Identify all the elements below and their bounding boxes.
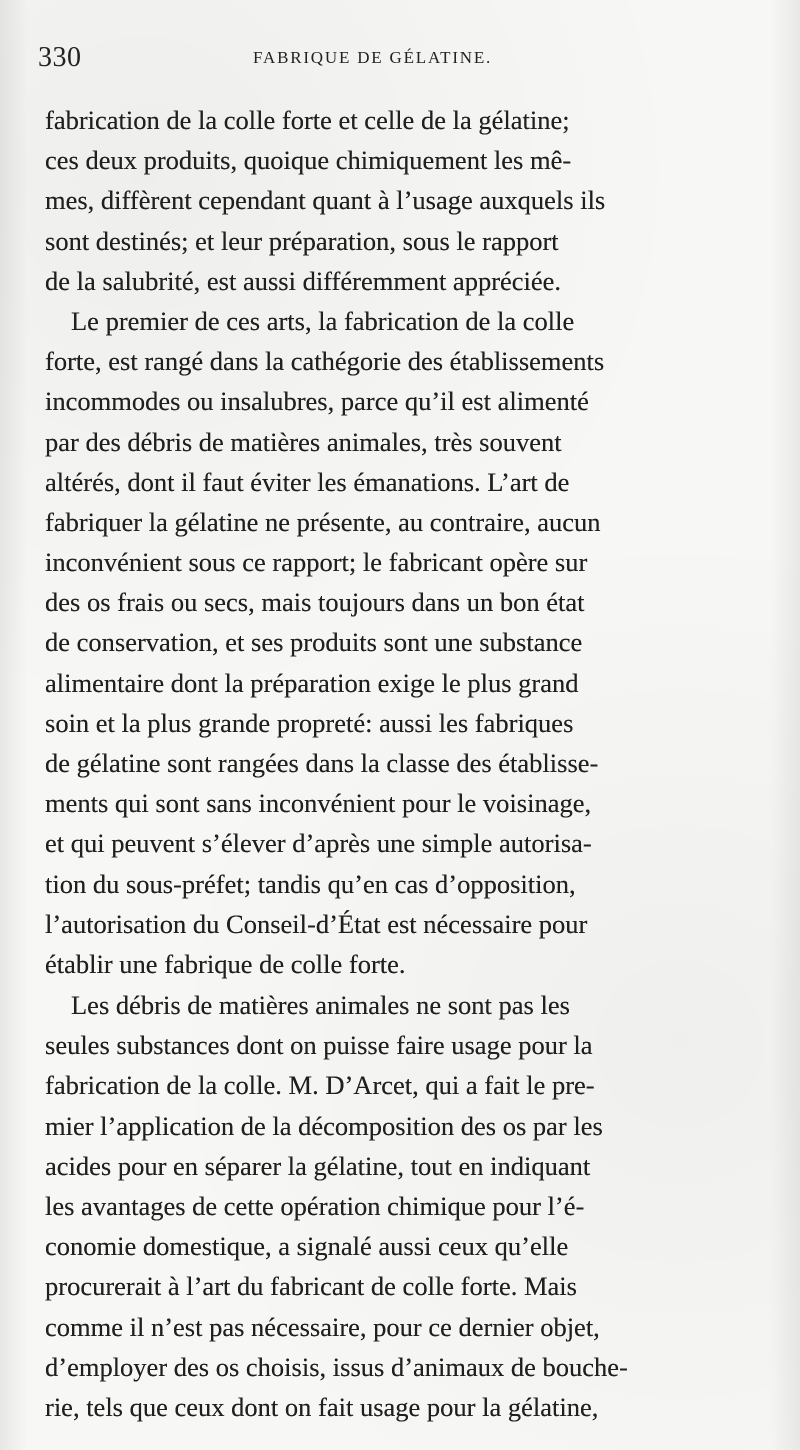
text-block-top (45, 100, 757, 984)
text-line: mes, diffèrent cependant quant à l’usage auxquels ils (45, 185, 606, 216)
text-line: sont destinés; et leur préparation, sous le rapport (45, 225, 559, 256)
text-line: rie, tels que ceux dont on fait usage pour la gélatine, (45, 1391, 599, 1422)
text-line: les avantages de cette opération chimique pour l’é- (45, 1190, 585, 1221)
text-line: l’autorisation du Conseil-d’État est nécessaire pour (45, 908, 588, 939)
page-header (38, 42, 760, 78)
text-line: fabrication de la colle forte et celle de la gélatine; (45, 105, 570, 135)
text-line: fabriquer la gélatine ne présente, au contraire, aucun (45, 506, 601, 537)
text-line: incommodes ou insalubres, parce qu’il est alimenté (45, 386, 589, 417)
text-line: par des débris de matières animales, très souvent (45, 426, 562, 457)
text-line: acides pour en séparer la gélatine, tout en indiquant (45, 1150, 591, 1181)
text-line: inconvénient sous ce rapport; le fabricant opère sur (45, 547, 588, 578)
text-line: des os frais ou secs, mais toujours dans un bon état (45, 587, 585, 618)
paragraph-first-line: Le premier de ces arts, la fabrication de la colle (71, 305, 575, 336)
text-line: et qui peuvent s’élever d’après une simple autorisa- (45, 828, 592, 859)
text-line: procurerait à l’art du fabricant de colle forte. Mais (45, 1271, 577, 1302)
text-line: soin et la plus grande propreté: aussi les fabriques (45, 707, 574, 738)
text-line: altérés, dont il faut éviter les émanations. L’art de (45, 466, 570, 497)
paragraph-first-line: Les débris de matières animales ne sont pas les (71, 990, 570, 1020)
running-head: FABRIQUE DE GÉLATINE. (253, 48, 493, 67)
text-line: de conservation, et ses produits sont une substance (45, 627, 583, 658)
text-line: forte, est rangé dans la cathégorie des établissements (45, 346, 605, 377)
text-line: établir une fabrique de colle forte. (45, 948, 406, 979)
text-line: alimentaire dont la préparation exige le plus grand (45, 667, 579, 698)
text-line: mier l’application de la décomposition des os par les (45, 1110, 603, 1141)
text-line: ments qui sont sans inconvénient pour le voisinage, (45, 788, 592, 819)
text-block-bottom (45, 985, 757, 1427)
text-line: comme il n’est pas nécessaire, pour ce dernier objet, (45, 1311, 600, 1342)
text-line: d’employer des os choisis, issus d’animaux de bouche- (45, 1351, 628, 1382)
text-line: de la salubrité, est aussi différemment appréciée. (45, 265, 562, 296)
text-line: seules substances dont on puisse faire usage pour la (45, 1030, 593, 1061)
text-line: de gélatine sont rangées dans la classe des établisse- (45, 748, 599, 778)
text-line: fabrication de la colle. M. D’Arcet, qui a fait le pre- (45, 1070, 595, 1101)
text-line: conomie domestique, a signalé aussi ceux qu’elle (45, 1231, 569, 1262)
page-number: 330 (38, 42, 82, 73)
text-line: ces deux produits, quoique chimiquement les mê- (45, 145, 572, 176)
text-line: tion du sous-préfet; tandis qu’en cas d’opposition, (45, 868, 576, 899)
